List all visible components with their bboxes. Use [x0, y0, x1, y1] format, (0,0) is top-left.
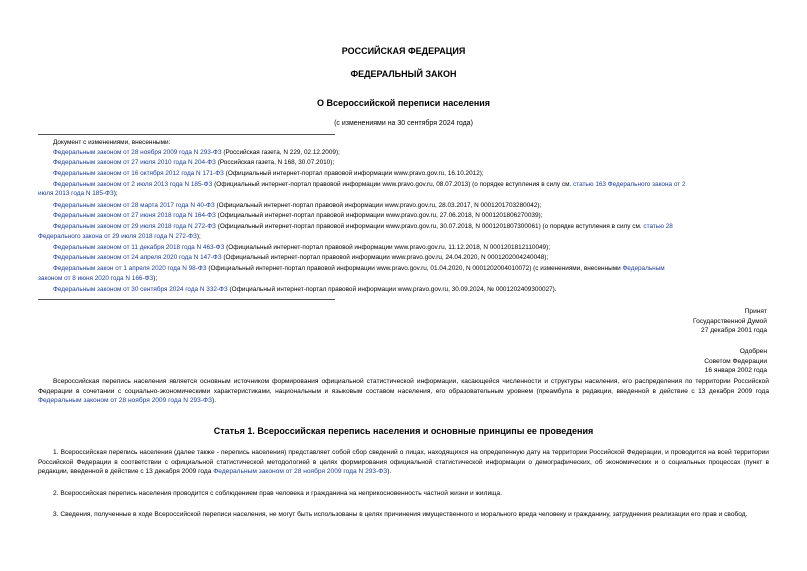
list-item: Федеральным законом от 28 марта 2017 года N 40-ФЗ (Официальный интернет-портал правовой информации www.pravo.gov.ru, 28.03.2017, N 0001201703280042); [53, 202, 542, 209]
amendment-link[interactable]: Федеральным законом от 29 июля 2018 года N 272-ФЗ [53, 223, 216, 230]
article-1-paragraph-2: 2. Всероссийская перепись населения проводится с соблюдением прав человека и гражданина на неприкосновенность частной жизни и жилища. [53, 490, 503, 497]
changes-top-divider [38, 134, 335, 135]
amendment-link[interactable]: Федеральным законом от 28 марта 2017 года N 40-ФЗ [53, 202, 215, 209]
amendment-link[interactable]: Федеральным законом от 24 апреля 2020 года N 147-ФЗ [53, 254, 222, 261]
changes-bottom-divider [38, 299, 335, 300]
list-item: Федеральным законом от 28 ноября 2009 года N 293-ФЗ (Российская газета, N 229, 02.12.2009); [53, 149, 340, 156]
country-heading: РОССИЙСКАЯ ФЕДЕРАЦИЯ [341, 46, 466, 56]
amendment-link[interactable]: Федеральным закон от 1 апреля 2020 года N 98-ФЗ [53, 265, 207, 272]
law-title: О Всероссийской переписи населения [316, 98, 491, 108]
approved-label: Одобрен [739, 348, 767, 355]
list-item: Федеральным законом от 24 апреля 2020 года N 147-ФЗ (Официальный интернет-портал правовой информации www.pravo.gov.ru, 24.04.2020, N 0001202004240048); [53, 254, 549, 261]
law-type-heading: ФЕДЕРАЛЬНЫЙ ЗАКОН [350, 69, 457, 79]
approved-by: Советом Федерации [704, 357, 767, 365]
preamble-paragraph: Всероссийская перепись населения является основным источником формирования официальной статистической информации, касающейся численности и структуры населения, его распределения по территории Российской Федерации в сочетании с социально-экономическими характеристиками, национальным и языковым составом населения, его образовательным уровнем (преамбула в редакции, введенной в действие с 13 декабря 2009 года Федеральным законом от 28 ноября 2009 года N 293-ФЗ). [38, 378, 769, 405]
approval-block [704, 347, 767, 376]
amendment-link[interactable]: Федеральным законом от 27 июня 2018 года N 164-ФЗ [53, 212, 216, 219]
amendment-link[interactable]: Федеральным законом от 28 ноября 2009 года N 293-ФЗ [38, 397, 213, 405]
list-item: Федеральным законом от 11 декабря 2018 года N 463-ФЗ (Официальный интернет-портал правовой информации www.pravo.gov.ru, 11.12.2018, N 0001201812110049); [53, 244, 551, 251]
list-item-continuation: законом от 8 июня 2020 года N 166-ФЗ); [38, 275, 158, 282]
article-link[interactable]: статью 28 [643, 223, 673, 230]
amendment-link[interactable]: Федеральным законом от 16 октября 2012 года N 171-ФЗ [53, 170, 224, 177]
accepted-label: Принят [744, 308, 767, 315]
list-item-continuation: Федерального закона от 29 июля 2018 года N 272-ФЗ); [38, 233, 201, 240]
amendment-link[interactable]: Федеральным законом от 28 ноября 2009 года N 293-ФЗ [213, 468, 388, 476]
article-link[interactable]: статью 163 Федерального закона от 2 [573, 181, 686, 188]
revision-note: (с изменениями на 30 сентября 2024 года) [334, 120, 473, 127]
amendment-link[interactable]: Федеральным законом от 30 сентября 2024 года N 332-ФЗ [53, 286, 228, 293]
article-1-heading: Статья 1. Всероссийская перепись населения и основные принципы ее проведения [213, 426, 594, 436]
list-item: Федеральным законом от 27 июля 2010 года N 204-ФЗ (Российская газета, N 168, 30.07.2010); [53, 159, 335, 166]
accepted-date: 27 декабря 2001 года [701, 327, 767, 334]
amendment-link[interactable]: Федеральным [622, 265, 665, 272]
amendment-link[interactable]: Федеральным законом от 2 июля 2013 года N 185-ФЗ [53, 181, 213, 188]
amendment-link[interactable]: Федеральным законом от 11 декабря 2018 года N 463-ФЗ [53, 244, 225, 251]
amendment-link[interactable]: законом от 8 июня 2020 года N 166-ФЗ [38, 275, 154, 282]
list-item: Федеральным законом от 29 июля 2018 года N 272-ФЗ (Официальный интернет-портал правовой информации www.pravo.gov.ru, 30.07.2018, N 0001201807300061) (о порядке вступления в силу см. статью 28 [53, 223, 673, 230]
list-item: Федеральным закон от 1 апреля 2020 года N 98-ФЗ (Официальный интернет-портал правовой информации www.pravo.gov.ru, 01.04.2020, N 0001202004010072) (с изменениями, внесенными Федеральным [53, 265, 665, 272]
list-item: Федеральным законом от 27 июня 2018 года N 164-ФЗ (Официальный интернет-портал правовой информации www.pravo.gov.ru, 27.06.2018, N 0001201806270039); [53, 212, 543, 219]
article-link[interactable]: Федерального закона от 29 июля 2018 года N 272-ФЗ [38, 233, 197, 240]
amendment-link[interactable]: Федеральным законом от 28 ноября 2009 года N 293-ФЗ [53, 149, 222, 156]
amendment-link[interactable]: Федеральным законом от 27 июля 2010 года N 204-ФЗ [53, 159, 216, 166]
accepted-by: Государственной Думой [693, 317, 767, 325]
list-item: Федеральным законом от 30 сентября 2024 года N 332-ФЗ (Официальный интернет-портал правовой информации www.pravo.gov.ru, 30.09.2024, № 0001202409300027). [53, 286, 557, 293]
list-item: Федеральным законом от 16 октября 2012 года N 171-ФЗ (Официальный интернет-портал правовой информации www.pravo.gov.ru, 16.10.2012); [53, 170, 484, 177]
list-item-continuation: июля 2013 года N 185-ФЗ); [38, 190, 118, 197]
changes-intro: Документ с изменениями, внесенными: [53, 139, 171, 146]
article-1-paragraph-1: 1. Всероссийская перепись населения (далее также - перепись населения) представляет собой сбор сведений о лицах, находящихся на определенную дату на территории Российской Федерации, и проводится на всей территории Российской Федерации в соответствии с официальной статистической методологией в целях формирования официальной статистической информации о демографических, об экономических и о социальных процессах (пункт в редакции, введенной в действие с 13 декабря 2009 года Федеральным законом от 28 ноября 2009 года N 293-ФЗ). [38, 449, 769, 476]
list-item: Федеральным законом от 2 июля 2013 года N 185-ФЗ (Официальный интернет-портал правовой информации www.pravo.gov.ru, 08.07.2013) (о порядке вступления в силу см. статью 163 Федерального закона от 2 [53, 181, 686, 188]
approved-date: 16 января 2002 года [704, 367, 767, 374]
article-1-paragraph-3: 3. Сведения, полученные в ходе Всероссийской переписи населения, не могут быть использованы в целях причинения имущественного и морального вреда человеку и гражданину, затруднения реализации его прав и свобод. [53, 511, 748, 518]
adoption-block [693, 307, 767, 336]
article-link[interactable]: июля 2013 года N 185-ФЗ [38, 190, 114, 197]
